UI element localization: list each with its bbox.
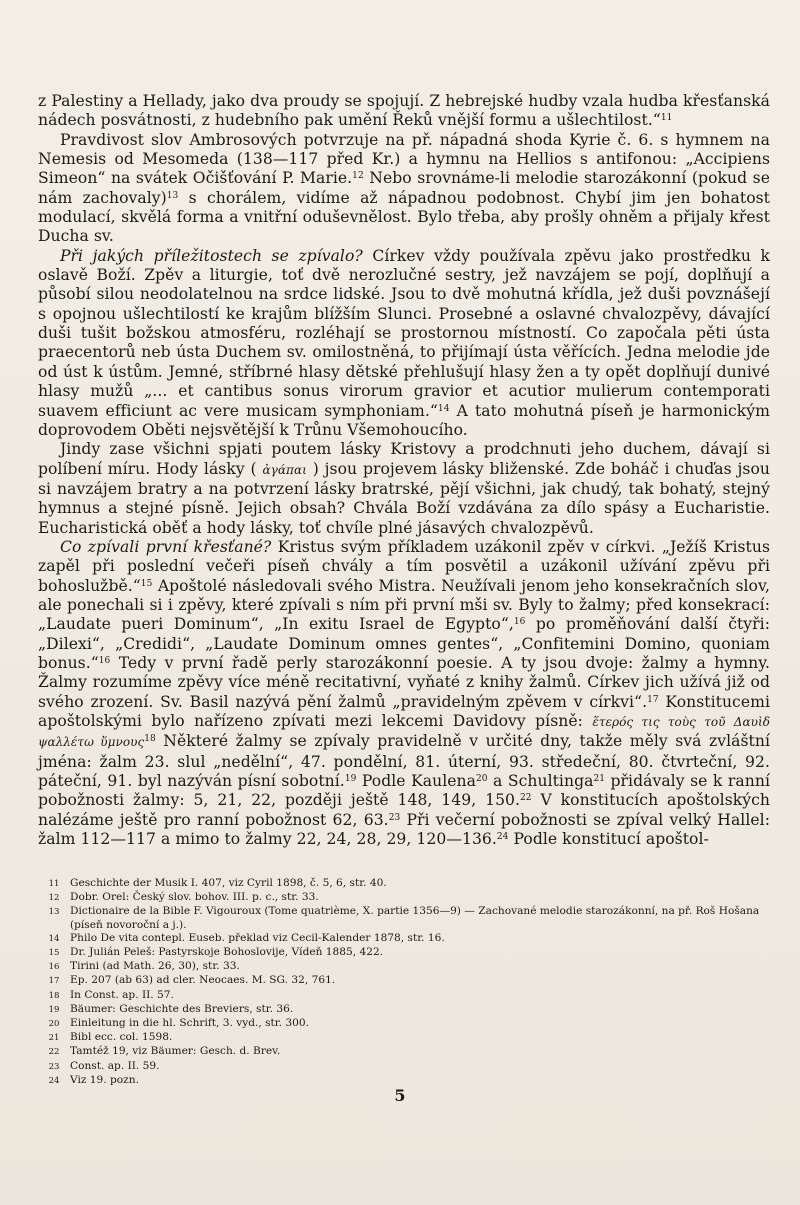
italic-heading: Při jakých příležitostech se zpívalo? bbox=[60, 246, 363, 265]
footnote-ref: 16 bbox=[98, 655, 111, 666]
footnote-text: Einleitung in die hl. Schrift, 3. vyd., str. 300. bbox=[70, 1017, 309, 1030]
footnote-ref: 21 bbox=[593, 774, 606, 785]
footnote-ref: 15 bbox=[140, 578, 153, 589]
footnote-number: 20 bbox=[48, 1019, 60, 1030]
footnote-number: 12 bbox=[48, 893, 60, 904]
footnote-text: Tirini (ad Math. 26, 30), str. 33. bbox=[70, 960, 240, 973]
italic-heading: Co zpívali první křesťané? bbox=[60, 537, 272, 556]
footnote-text: In Const. ap. II. 57. bbox=[70, 988, 174, 1001]
text-run: Podle konstitucí apoštol- bbox=[508, 830, 709, 849]
footnote bbox=[38, 1003, 770, 1017]
text-run: z Palestiny a Hellady, jako dva proudy se spojují. Z hebrejské hudby vzala hudba křesťanská nádech posvátnosti, z hudebního pak umění Řeků vnější formu a ušlechtilost.“ bbox=[38, 92, 770, 130]
text-run: Apoštolé následovali svého Mistra. Neužívali jenom jeho konsekračních slov, ale ponechali si i zpěvy, které zpívali s ním při první mši sv. Byly to žalmy; před konsekrací: „Laudate pueri Dominum“, „In exitu Israel de Egypto“, bbox=[38, 576, 770, 634]
footnote-text: Dictionaire de la Bible F. Vigouroux (Tome quatrième, X. partie 1356—9) — Zachované melodie starozákonní, na př. Roš Hošana (píseň novoroční a j.). bbox=[70, 905, 760, 931]
greek-text: ἕτερός τις τοὺς τοῦ Δαυὶδ ψαλλέτω ὕμνους bbox=[38, 715, 770, 750]
footnotes bbox=[38, 877, 770, 1088]
footnote-ref: 18 bbox=[144, 734, 156, 745]
text-run: V konstitucích apoštolských nalézáme ještě pro ranní pobožnost 62, 63. bbox=[38, 791, 770, 829]
footnote bbox=[38, 960, 770, 974]
footnote-text: Const. ap. II. 59. bbox=[70, 1059, 160, 1072]
paragraph bbox=[38, 247, 770, 440]
footnote bbox=[38, 1017, 770, 1031]
text-run: a Schultinga bbox=[487, 772, 594, 791]
body-text bbox=[38, 92, 770, 849]
footnote bbox=[38, 905, 770, 931]
footnote-ref: 19 bbox=[344, 774, 357, 785]
footnote bbox=[38, 877, 770, 891]
footnote-text: Viz 19. pozn. bbox=[70, 1073, 139, 1086]
paragraph bbox=[38, 538, 770, 850]
footnote-text: Tamtéž 19, viz Bäumer: Gesch. d. Brev. bbox=[70, 1045, 281, 1058]
paragraph bbox=[38, 92, 770, 131]
footnote-ref: 22 bbox=[520, 793, 532, 804]
footnote bbox=[38, 1045, 770, 1059]
footnote-number: 14 bbox=[48, 933, 60, 944]
footnote-text: Geschichte der Musik I. 407, viz Cyril 1898, č. 5, 6, str. 40. bbox=[70, 877, 387, 889]
text-run: Nebo srovnáme-li melodie starozákonní (pokud se nám zachovaly) bbox=[38, 169, 770, 207]
text-run: Některé žalmy se zpívaly pravidelně v určité dny, takže měly svá zvláštní jména: žalm 23. slul „nedělní“, 47. pondělní, 81. úterní, 93. středeční, 80. čtvrteční, 92. páteční, 91. byl nazýván písní sobotní. bbox=[38, 732, 771, 791]
footnote bbox=[38, 974, 770, 988]
text-run: ) jsou projevem lásky bliženské. Zde boháč i chuďas jsou si navzájem bratry a na potvrzení lásky bratrské, pějí všichni, jak chudý, tak bohatý, stejný hymnus a stejné písně. Jejich obsah? Chvála Boží vzdávána za dílo spásy a Eucharistie. Eucharistická oběť a hody lásky, toť chvíle plné jásavých chvalozpěvů. bbox=[38, 459, 770, 537]
footnote-text: Dr. Julián Peleš: Pastyrskoje Bohoslovije, Vídeň 1885, 422. bbox=[70, 946, 384, 959]
page-number: 5 bbox=[394, 1086, 406, 1105]
footnote-number: 18 bbox=[48, 990, 60, 1001]
footnote-ref: 20 bbox=[475, 774, 488, 785]
footnote-number: 11 bbox=[48, 879, 60, 889]
footnote-ref: 16 bbox=[513, 617, 526, 628]
text-run: A tato mohutná píseň je harmonickým doprovodem Oběti nejsvětější k Trůnu Všemohoucího. bbox=[38, 401, 770, 439]
footnote-number: 13 bbox=[48, 907, 60, 918]
footnote-ref: 13 bbox=[166, 190, 179, 201]
footnote-ref: 12 bbox=[352, 171, 364, 182]
text-run: Podle Kaulena bbox=[356, 772, 476, 791]
text-run: Církev vždy používala zpěvu jako prostředku k oslavě Boží. Zpěv a liturgie, toť dvě nerozlučné sestry, jež navzájem se pojí, doplňují a působí silou neodolatelnou na srdce lidské. Jsou to dvě mohutná křídla, jež duši povznášejí s opojnou ušlechtilostí ke krajům blížším Slunci. Prosebné a oslavné chvalozpěvy, dávající duši tušit božskou atmosféru, rozléhají se prostornou místností. Co započala pěti ústa praecentorů neb ústa Duchem sv. omilostněná, to přijímají ústa věřících. Jedna melodie jde od úst k ústům. Jemné, stříbrné hlasy dětské přehlušují hlasy žen a ty opět doplňují dunivé hlasy mužů „... et cantibus sonus virorum gravior et acutior mulierum contemporati suavem efficiunt ac vere musicam symphoniam.“ bbox=[38, 246, 770, 420]
text-run: přidávaly se k ranní pobožnosti žalmy: 5, 21, 22, později ještě 148, 149, 150. bbox=[38, 772, 770, 810]
footnote-ref: 14 bbox=[437, 403, 450, 414]
text-run: Konstitucemi apoštolskými bylo nařízeno zpívati mezi lekcemi Davidovy písně: bbox=[38, 692, 770, 730]
footnote bbox=[38, 1060, 770, 1074]
paragraph bbox=[38, 131, 770, 247]
text-run: Jindy zase všichni spjati poutem lásky Kristovy a prodchnuti jeho duchem, dávají si políbení míru. Hody lásky ( bbox=[38, 440, 770, 478]
footnote-text: Ep. 207 (ab 63) ad cler. Neocaes. M. SG. 32, 761. bbox=[70, 974, 336, 987]
text-run: po proměňování další čtyři: „Dilexi“, „Credidi“, „Laudate Dominum omnes gentes“, „Confitemini Domino, quoniam bonus.“ bbox=[38, 615, 770, 672]
footnote-text: Philo De vita contepl. Euseb. překlad viz Cecil-Kalender 1878, str. 16. bbox=[70, 931, 445, 944]
text-run: Tedy v první řadě perly starozákonní poesie. A ty jsou dvoje: žalmy a hymny. Žalmy rozumíme zpěvy více méně recitativní, vyňaté z knihy žalmů. Církev jich užívá již od svého zrození. Sv. Basil nazývá pění žalmů „pravidelným zpěvem v církvi“. bbox=[38, 653, 770, 711]
footnote-number: 24 bbox=[48, 1075, 60, 1086]
text-run: s chorálem, vidíme až nápadnou podobnost. Chybí jim jen bohatost modulací, skvělá forma a vnitřní oduševnělost. Bylo třeba, aby prošly ohněm a přijaly křest Ducha sv. bbox=[38, 188, 770, 246]
footnote-number: 21 bbox=[48, 1033, 60, 1044]
greek-text: ἀγάπαι bbox=[262, 462, 307, 477]
footnote-number: 17 bbox=[48, 976, 60, 987]
footnote-number: 16 bbox=[48, 962, 60, 973]
footnote-ref: 23 bbox=[388, 812, 401, 823]
footnote-ref: 11 bbox=[660, 113, 673, 124]
footnote bbox=[38, 932, 770, 946]
footnote-number: 19 bbox=[48, 1004, 60, 1015]
footnote-text: Bäumer: Geschichte des Breviers, str. 36. bbox=[70, 1002, 294, 1015]
footnote-ref: 24 bbox=[496, 832, 509, 843]
footnote bbox=[38, 946, 770, 960]
footnote-ref: 17 bbox=[647, 694, 659, 705]
footnote bbox=[38, 891, 770, 905]
footnote-number: 15 bbox=[48, 948, 60, 959]
footnote-number: 22 bbox=[48, 1047, 60, 1058]
footnote-number: 23 bbox=[48, 1061, 60, 1072]
footnote-text: Bibl ecc. col. 1598. bbox=[70, 1031, 173, 1044]
paragraph bbox=[38, 440, 770, 538]
footnote bbox=[38, 1031, 770, 1045]
footnote-text: Dobr. Orel: Český slov. bohov. III. p. c., str. 33. bbox=[70, 891, 319, 904]
text-run: Při večerní pobožnosti se zpíval velký Hallel: žalm 112—117 a mimo to žalmy 22, 24, 28, 29, 120—136. bbox=[38, 810, 770, 849]
text-run: Pravdivost slov Ambrosových potvrzuje na př. nápadná shoda Kyrie č. 6. s hymnem na Nemesis od Mesomeda (138—117 před Kr.) a hymnu na Hellios s antifonou: „Accipiens Simeon“ na svátek Očišťování P. Marie. bbox=[38, 130, 770, 188]
footnote bbox=[38, 989, 770, 1003]
text-run: Kristus svým příkladem uzákonil zpěv v církvi. „Ježíš Kristus zapěl při poslední večeři píseň chvály a tím posvětil a uzákonil užívání zpěvu při bohoslužbě.“ bbox=[38, 537, 770, 595]
